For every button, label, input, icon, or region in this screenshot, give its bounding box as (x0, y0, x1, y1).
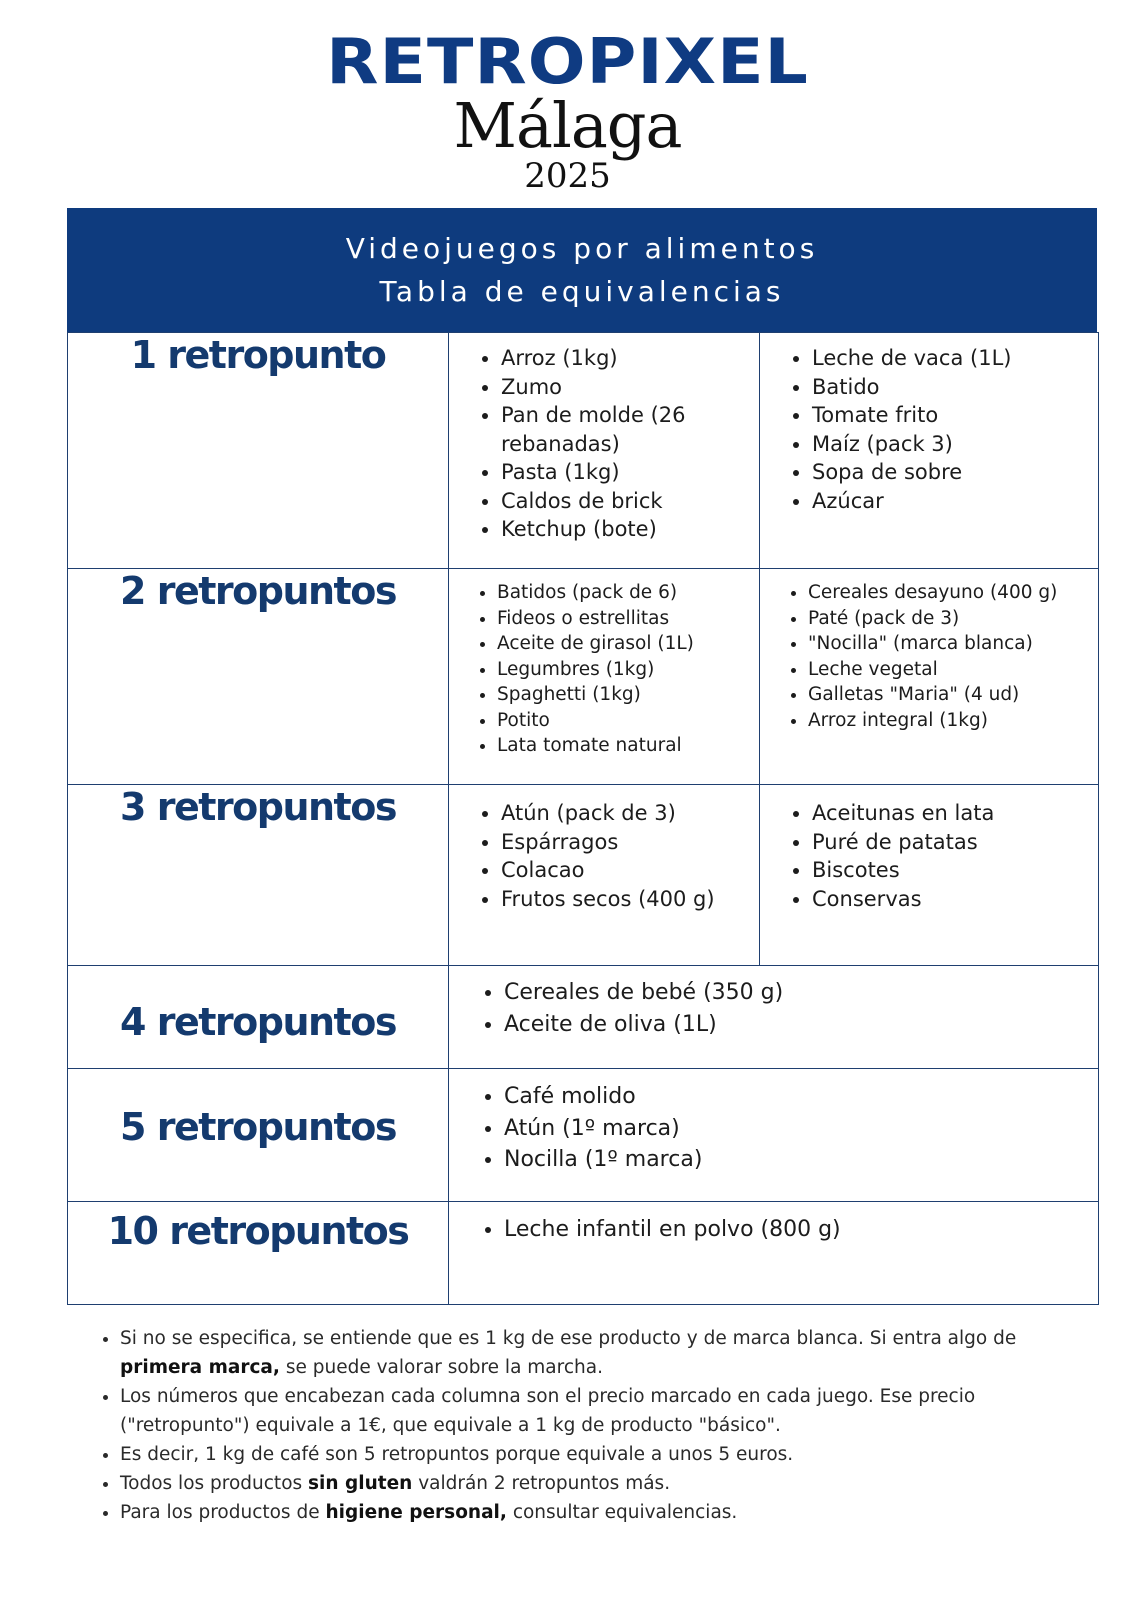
footnote-emphasis: primera marca, (120, 1357, 280, 1378)
items-list (760, 580, 1098, 733)
list-item: • Café molido (504, 1081, 1098, 1113)
list-item: • Batidos (pack de 6) (497, 580, 759, 606)
list-item: • Legumbres (1kg) (497, 657, 759, 683)
list-item: • Atún (pack de 3) (501, 799, 759, 828)
points-cell (68, 966, 449, 1069)
logo-year: 2025 (524, 156, 611, 196)
list-item: • Arroz integral (1kg) (808, 708, 1088, 734)
list-item: • Paté (pack de 3) (808, 606, 1088, 632)
event-logo (0, 22, 1135, 194)
items-cell (760, 333, 1099, 569)
list-item: • Maíz (pack 3) (812, 430, 1098, 459)
list-item: • Galletas "Maria" (4 ud) (808, 682, 1088, 708)
items-cell (449, 333, 760, 569)
list-item: • Caldos de brick (501, 487, 759, 516)
points-cell (68, 785, 449, 966)
footnote-item: • Es decir, 1 kg de café son 5 retropuntos porque equivale a unos 5 euros. (120, 1440, 1058, 1469)
list-item: • Puré de patatas (812, 828, 1098, 857)
footnote-item: • Si no se especifica, se entiende que es 1 kg de ese producto y de marca blanca. Si entra algo de primera marca, se puede valorar sobre la marcha. (120, 1324, 1058, 1382)
table-row (68, 1202, 1099, 1305)
list-item: • Leche vegetal (808, 657, 1088, 683)
list-item: • Leche infantil en polvo (800 g) (504, 1214, 1098, 1246)
logo-city: Málaga (453, 89, 682, 162)
table-row (68, 1069, 1099, 1202)
list-item: • Tomate frito (812, 401, 1098, 430)
list-item: • Atún (1º marca) (504, 1113, 1098, 1145)
items-list (760, 344, 1098, 515)
list-item: • Arroz (1kg) (501, 344, 759, 373)
footnote-item: • Para los productos de higiene personal, consultar equivalencias. (120, 1498, 1058, 1527)
footnote-emphasis: higiene personal, (325, 1502, 507, 1523)
list-item: • Spaghetti (1kg) (497, 682, 759, 708)
points-cell (68, 333, 449, 569)
list-item: • Zumo (501, 373, 759, 402)
points-cell (68, 1069, 449, 1202)
list-item: • Leche de vaca (1L) (812, 344, 1098, 373)
items-list (449, 580, 759, 759)
footnotes (98, 1324, 1058, 1527)
list-item: • Fideos o estrellitas (497, 606, 759, 632)
points-label: 10 retropuntos (107, 1209, 409, 1253)
table-row (68, 966, 1099, 1069)
list-item: • Potito (497, 708, 759, 734)
items-cell (449, 1069, 1099, 1202)
points-label: 4 retropuntos (120, 1000, 396, 1044)
items-cell (449, 1202, 1099, 1305)
list-item: • Aceite de girasol (1L) (497, 631, 759, 657)
list-item: • Lata tomate natural (497, 733, 759, 759)
points-label: 2 retropuntos (120, 569, 396, 613)
list-item: • Frutos secos (400 g) (501, 885, 759, 914)
points-cell (68, 1202, 449, 1305)
points-label: 3 retropuntos (120, 785, 396, 829)
list-item: • Aceitunas en lata (812, 799, 1098, 828)
equivalence-table (67, 332, 1099, 1305)
list-item: • Ketchup (bote) (501, 515, 759, 544)
items-list (449, 1081, 1098, 1176)
items-cell (449, 966, 1099, 1069)
list-item: • Biscotes (812, 856, 1098, 885)
header-subtitle: Tabla de equivalencias (379, 275, 785, 308)
list-item: • Sopa de sobre (812, 458, 1098, 487)
list-item: • Azúcar (812, 487, 1098, 516)
list-item: • Conservas (812, 885, 1098, 914)
list-item: • Pan de molde (26 rebanadas) (501, 401, 759, 458)
items-cell (760, 785, 1099, 966)
footnote-item: • Los números que encabezan cada columna son el precio marcado en cada juego. Ese precio ("retropunto") equivale a 1€, que equivale a 1 kg de producto "básico". (120, 1382, 1058, 1440)
list-item: • Nocilla (1º marca) (504, 1144, 1098, 1176)
items-list (449, 1214, 1098, 1246)
list-item: • "Nocilla" (marca blanca) (808, 631, 1088, 657)
points-label: 5 retropuntos (120, 1105, 396, 1149)
header-title: Videojuegos por alimentos (345, 232, 819, 265)
items-cell (760, 569, 1099, 785)
table-header-banner (67, 208, 1097, 332)
list-item: • Espárragos (501, 828, 759, 857)
table-row (68, 333, 1099, 569)
logo-title: RETROPIXEL (326, 26, 809, 99)
items-list (760, 799, 1098, 913)
items-list (449, 799, 759, 913)
list-item: • Cereales desayuno (400 g) (808, 580, 1088, 606)
items-cell (449, 569, 760, 785)
items-cell (449, 785, 760, 966)
points-cell (68, 569, 449, 785)
footnote-item: • Todos los productos sin gluten valdrán 2 retropuntos más. (120, 1469, 1058, 1498)
list-item: • Batido (812, 373, 1098, 402)
list-item: • Colacao (501, 856, 759, 885)
footnotes-list (98, 1324, 1058, 1527)
footnote-emphasis: sin gluten (308, 1473, 413, 1494)
table-row (68, 569, 1099, 785)
list-item: • Aceite de oliva (1L) (504, 1009, 1098, 1041)
list-item: • Pasta (1kg) (501, 458, 759, 487)
points-label: 1 retropunto (130, 333, 386, 377)
items-list (449, 977, 1098, 1040)
items-list (449, 344, 759, 544)
list-item: • Cereales de bebé (350 g) (504, 977, 1098, 1009)
table-row (68, 785, 1099, 966)
